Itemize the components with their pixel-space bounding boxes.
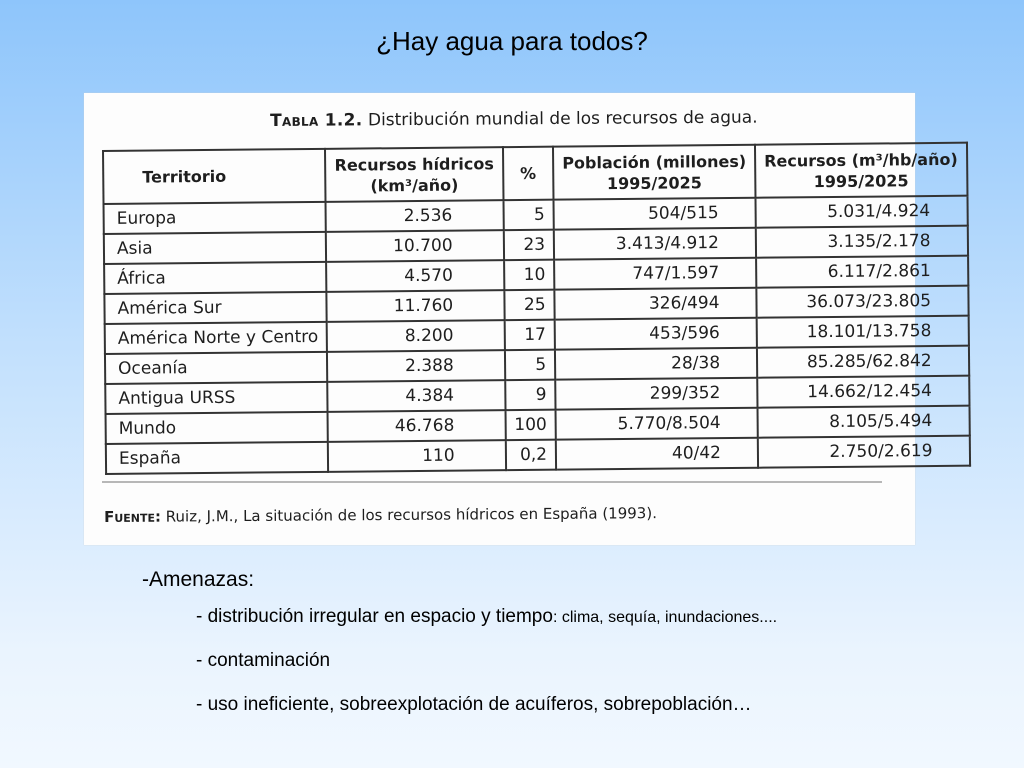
header-resources-line1: Recursos hídricos [334,153,494,175]
cell-per-capita: 36.073/23.805 [756,286,968,318]
cell-per-capita: 14.662/12.454 [757,376,969,408]
cell-resources: 4.384 [328,380,506,412]
cell-percent: 5 [505,350,556,380]
header-territory: Territorio [103,149,326,204]
threats-heading: -Amenazas: [142,568,255,591]
source-label: Fuente: [104,507,162,526]
header-resources-line2: (km³/año) [370,175,459,195]
slide-title: ¿Hay agua para todos? [376,26,648,56]
cell-population: 28/38 [555,348,757,380]
cell-territory: Europa [104,202,327,234]
cell-population: 3.413/4.912 [554,228,756,260]
cell-per-capita: 18.101/13.758 [757,316,969,348]
cell-per-capita: 8.105/5.494 [758,406,970,438]
threat-item [196,606,777,650]
cell-territory: América Norte y Centro [105,322,328,354]
cell-resources: 8.200 [327,320,505,352]
cell-territory: Mundo [106,412,329,444]
source-text: Ruiz, J.M., La situación de los recursos hídricos en España (1993). [165,504,658,526]
cell-population: 326/494 [554,288,756,320]
cell-per-capita: 3.135/2.178 [756,226,968,258]
threat-item-main: - distribución irregular en espacio y tiempo [196,606,553,627]
cell-resources: 11.760 [327,290,505,322]
cell-territory: España [106,442,329,474]
header-per-capita [755,143,967,198]
table-caption-text: Distribución mundial de los recursos de agua. [367,107,758,131]
header-per-capita-line1: Recursos (m³/hb/año) [764,149,958,171]
threat-item [196,694,777,738]
cell-percent: 10 [504,260,555,290]
table-bottom-rule [102,481,882,483]
cell-percent: 100 [505,410,556,440]
cell-population: 747/1.597 [554,258,756,290]
table-label: Tabla 1.2. [270,110,363,131]
threat-item-detail: : clima, sequía, inundaciones.... [552,609,778,626]
cell-resources: 10.700 [326,230,504,262]
cell-percent: 25 [504,290,555,320]
water-resources-table [102,142,971,475]
table-caption [270,108,758,131]
cell-resources: 2.536 [326,200,504,232]
table-wrapper [102,142,971,475]
cell-resources: 110 [328,440,506,472]
cell-percent: 9 [505,380,556,410]
cell-population: 504/515 [554,198,756,230]
cell-population: 299/352 [555,378,757,410]
header-population-line1: Población (millones) [562,151,747,173]
cell-territory: América Sur [104,292,327,324]
cell-resources: 2.388 [327,350,505,382]
table-source [104,504,657,526]
cell-per-capita: 6.117/2.861 [756,256,968,288]
cell-territory: Oceanía [105,352,328,384]
threat-item-main: - uso ineficiente, sobreexplotación de acuíferos, sobrepoblación… [196,694,752,715]
cell-territory: Asia [104,232,327,264]
threat-item-main: - contaminación [196,650,331,671]
cell-percent: 0,2 [505,440,556,470]
header-population-line2: 1995/2025 [606,172,702,193]
cell-resources: 46.768 [328,410,506,442]
cell-percent: 5 [503,200,554,230]
table-header-row [103,143,967,204]
cell-population: 5.770/8.504 [556,408,758,440]
cell-per-capita: 85.285/62.842 [757,346,969,378]
header-per-capita-line2: 1995/2025 [813,170,909,191]
cell-per-capita: 2.750/2.619 [758,436,970,468]
scanned-table-image [84,93,958,545]
cell-per-capita: 5.031/4.924 [756,196,968,228]
threats-section [142,568,777,738]
header-resources [325,147,503,202]
cell-population: 40/42 [556,438,758,470]
header-population [553,145,755,200]
cell-percent: 23 [503,230,554,260]
threat-item [196,650,777,694]
cell-resources: 4.570 [327,260,505,292]
header-percent: % [503,147,554,200]
cell-territory: África [104,262,327,294]
cell-population: 453/596 [555,318,757,350]
cell-percent: 17 [504,320,555,350]
cell-territory: Antigua URSS [105,382,328,414]
